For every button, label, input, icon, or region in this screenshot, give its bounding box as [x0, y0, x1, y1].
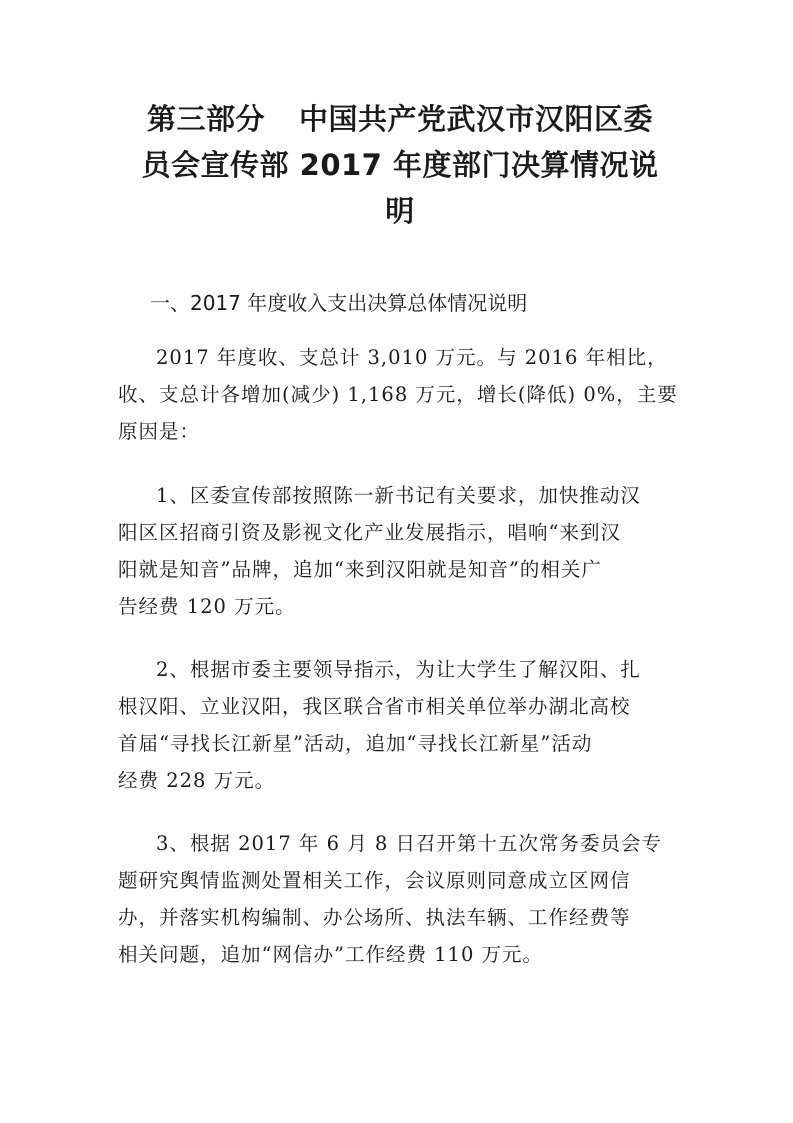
paragraph-reason-2	[118, 651, 693, 799]
paragraph-line: 阳就是知音”品牌，追加“来到汉阳就是知音”的相关广	[118, 558, 602, 581]
paragraph-line: 经费 228 万元。	[118, 769, 276, 792]
paragraph-summary	[118, 339, 693, 450]
paragraph-line: 首届“寻找长江新星”活动，追加“寻找长江新星”活动	[118, 732, 593, 755]
section-heading: 一、2017 年度收入支出决算总体情况说明	[150, 291, 528, 315]
paragraph-line: 办，并落实机构编制、办公场所、执法车辆、工作经费等	[118, 906, 631, 929]
paragraph-reason-1	[118, 477, 693, 625]
title-line-2: 员会宣传部 2017 年度部门决算情况说	[141, 148, 659, 182]
document-title	[110, 96, 690, 234]
paragraph-line: 阳区区招商引资及影视文化产业发展指示，唱响“来到汉	[118, 521, 621, 544]
paragraph-line: 原因是：	[118, 420, 201, 443]
title-organization: 中国共产党武汉市汉阳区委	[299, 102, 654, 136]
paragraph-line: 题研究舆情监测处置相关工作，会议原则同意成立区网信	[118, 869, 631, 892]
paragraph-line: 根汉阳、立业汉阳，我区联合省市相关单位举办湖北高校	[118, 695, 631, 718]
title-line-3: 明	[385, 194, 415, 228]
title-part-label: 第三部分	[146, 102, 265, 136]
paragraph-line: 2017 年度收、支总计 3,010 万元。与 2016 年相比，	[156, 346, 668, 369]
paragraph-line: 2、根据市委主要领导指示，为让大学生了解汉阳、扎	[156, 658, 641, 681]
paragraph-line: 相关问题，追加“网信办”工作经费 110 万元。	[118, 943, 544, 966]
paragraph-line: 告经费 120 万元。	[118, 595, 296, 618]
title-line-1	[110, 96, 690, 142]
paragraph-line: 收、支总计各增加(减少) 1,168 万元，增长(降低) 0%，主要	[118, 383, 678, 406]
paragraph-reason-3	[118, 825, 693, 973]
paragraph-line: 3、根据 2017 年 6 月 8 日召开第十五次常务委员会专	[156, 832, 663, 855]
paragraph-line: 1、区委宣传部按照陈一新书记有关要求，加快推动汉	[156, 484, 641, 507]
